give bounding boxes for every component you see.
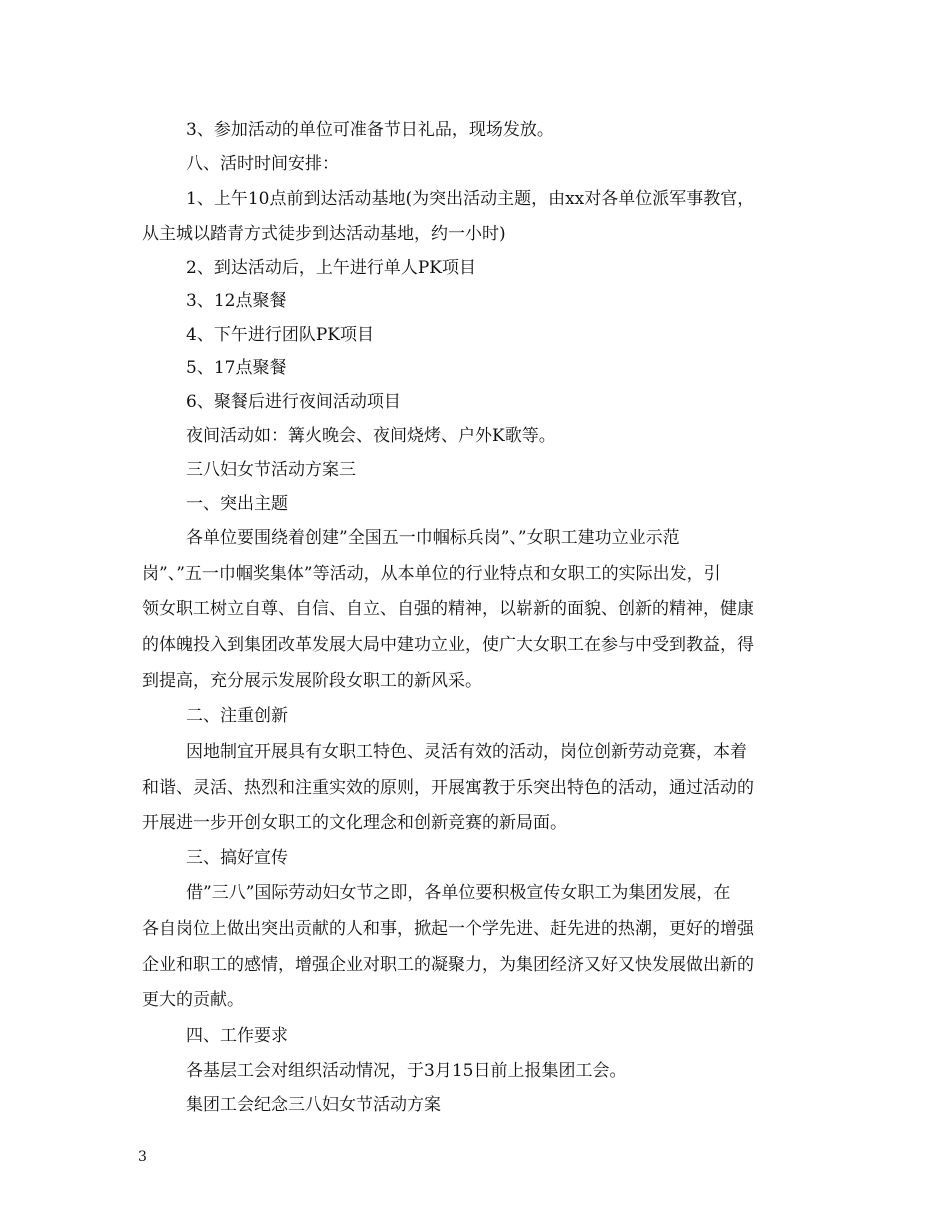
paragraph-line: 各自岗位上做出突出贡献的人和事，掀起一个学先进、赶先进的热潮，更好的增强 [142, 919, 754, 939]
paragraph-line: 4、下午进行团队PK项目 [186, 325, 374, 345]
section-heading: 三、搞好宣传 [186, 848, 288, 868]
section-heading: 二、注重创新 [186, 706, 288, 726]
paragraph-line: 到提高，充分展示发展阶段女职工的新风采。 [142, 671, 482, 691]
paragraph-line: 各基层工会对组织活动情况，于3月15日前上报集团工会。 [186, 1061, 627, 1081]
paragraph-line: 2、到达活动后，上午进行单人PK项目 [186, 258, 476, 278]
paragraph-line: 3、参加活动的单位可准备节日礼品，现场发放。 [186, 120, 554, 140]
paragraph-line: 领女职工树立自尊、自信、自立、自强的精神，以崭新的面貌、创新的精神，健康 [142, 599, 754, 619]
paragraph-line: 因地制宜开展具有女职工特色、灵活有效的活动，岗位创新劳动竞赛，本着 [186, 742, 747, 762]
paragraph-line: 借”三八”国际劳动妇女节之即，各单位要积极宣传女职工为集团发展，在 [186, 883, 731, 903]
section-title: 三八妇女节活动方案三 [186, 460, 356, 480]
paragraph-line: 更大的贡献。 [142, 990, 244, 1010]
paragraph-line: 的体魄投入到集团改革发展大局中建功立业，使广大女职工在参与中受到教益，得 [142, 635, 754, 655]
paragraph-line: 3、12点聚餐 [186, 291, 287, 311]
section-heading: 一、突出主题 [186, 494, 288, 514]
paragraph-line: 和谐、灵活、热烈和注重实效的原则，开展寓教于乐突出特色的活动，通过活动的 [142, 778, 754, 798]
page-number: 3 [138, 1149, 147, 1165]
section-heading: 八、活时时间安排： [186, 154, 339, 174]
paragraph-line: 6、聚餐后进行夜间活动项目 [186, 392, 401, 412]
paragraph-line: 岗”、”五一巾帼奖集体”等活动，从本单位的行业特点和女职工的实际出发，引 [142, 564, 721, 584]
paragraph-line: 从主城以踏青方式徒步到达活动基地，约一小时) [142, 224, 506, 244]
paragraph-line: 企业和职工的感情，增强企业对职工的凝聚力，为集团经济又好又快发展做出新的 [142, 955, 754, 975]
closing-title: 集团工会纪念三八妇女节活动方案 [186, 1095, 441, 1115]
paragraph-line: 各单位要围绕着创建”全国五一巾帼标兵岗”、”女职工建功立业示范 [186, 528, 680, 548]
paragraph-line: 5、17点聚餐 [186, 358, 287, 378]
paragraph-line: 1、上午10点前到达活动基地(为突出活动主题，由xx对各单位派军事教官， [186, 189, 755, 209]
paragraph-line: 开展进一步开创女职工的文化理念和创新竞赛的新局面。 [142, 813, 567, 833]
section-heading: 四、工作要求 [186, 1026, 288, 1046]
paragraph-line: 夜间活动如：篝火晚会、夜间烧烤、户外K歌等。 [186, 426, 556, 446]
